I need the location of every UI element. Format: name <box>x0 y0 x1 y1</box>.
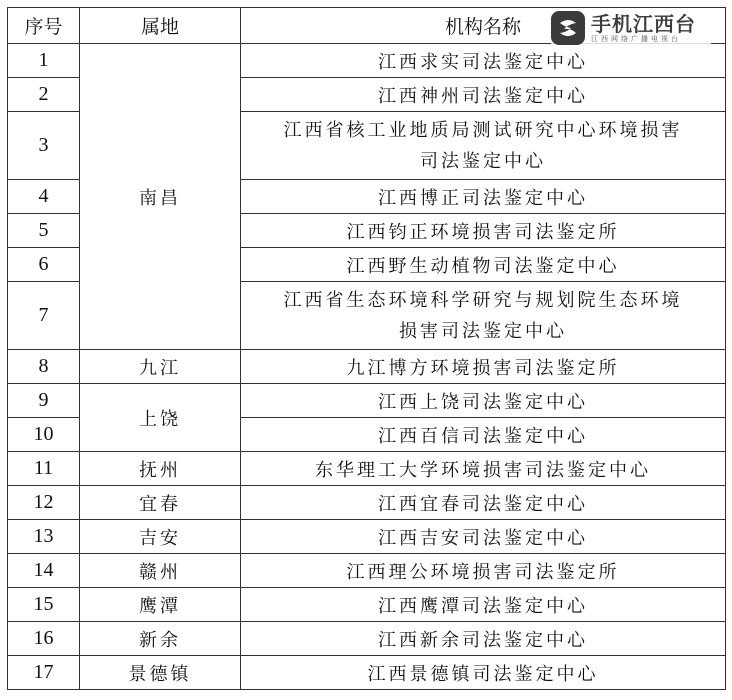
watermark <box>551 10 711 46</box>
institution-table <box>7 7 726 690</box>
jxtv-logo-icon <box>551 11 585 45</box>
header-name: 机构名称 <box>241 8 726 44</box>
row-name: 江西钧正环境损害司法鉴定所 <box>241 214 726 248</box>
table-row <box>8 656 726 690</box>
watermark-sub: 江西网络广播电视台 <box>591 34 681 43</box>
row-name: 江西理公环境损害司法鉴定所 <box>241 554 726 588</box>
table-row <box>8 554 726 588</box>
row-seq: 7 <box>8 282 80 350</box>
row-seq: 8 <box>8 350 80 384</box>
row-name: 江西百信司法鉴定中心 <box>241 418 726 452</box>
row-name: 江西神州司法鉴定中心 <box>241 78 726 112</box>
row-name: 九江博方环境损害司法鉴定所 <box>241 350 726 384</box>
table-row <box>8 44 726 78</box>
row-seq: 3 <box>8 112 80 180</box>
row-name <box>241 282 726 350</box>
row-region: 景德镇 <box>80 656 241 690</box>
row-seq: 2 <box>8 78 80 112</box>
row-name-line2: 损害司法鉴定中心 <box>399 320 567 342</box>
row-name-line2: 司法鉴定中心 <box>420 150 546 172</box>
table-row <box>8 588 726 622</box>
row-name: 江西新余司法鉴定中心 <box>241 622 726 656</box>
row-seq: 16 <box>8 622 80 656</box>
row-name: 江西博正司法鉴定中心 <box>241 180 726 214</box>
row-seq: 15 <box>8 588 80 622</box>
row-seq: 10 <box>8 418 80 452</box>
row-name: 江西鹰潭司法鉴定中心 <box>241 588 726 622</box>
row-region: 吉安 <box>80 520 241 554</box>
row-seq: 4 <box>8 180 80 214</box>
watermark-main: 手机江西台 <box>591 11 696 36</box>
row-name: 江西上饶司法鉴定中心 <box>241 384 726 418</box>
header-region: 属地 <box>80 8 241 44</box>
watermark-text <box>591 13 696 44</box>
row-region: 鹰潭 <box>80 588 241 622</box>
row-region: 上饶 <box>80 384 241 452</box>
table-row <box>8 486 726 520</box>
row-seq: 1 <box>8 44 80 78</box>
row-name: 江西宜春司法鉴定中心 <box>241 486 726 520</box>
table-row <box>8 622 726 656</box>
table-row <box>8 350 726 384</box>
row-seq: 12 <box>8 486 80 520</box>
row-seq: 17 <box>8 656 80 690</box>
row-seq: 5 <box>8 214 80 248</box>
row-region: 宜春 <box>80 486 241 520</box>
row-seq: 14 <box>8 554 80 588</box>
row-seq: 13 <box>8 520 80 554</box>
row-name-line1: 江西省生态环境科学研究与规划院生态环境 <box>283 289 683 311</box>
table-row <box>8 384 726 418</box>
row-name: 东华理工大学环境损害司法鉴定中心 <box>241 452 726 486</box>
row-name: 江西求实司法鉴定中心 <box>241 44 726 78</box>
row-region: 新余 <box>80 622 241 656</box>
row-name: 江西野生动植物司法鉴定中心 <box>241 248 726 282</box>
row-name: 江西景德镇司法鉴定中心 <box>241 656 726 690</box>
table-row <box>8 452 726 486</box>
row-region: 赣州 <box>80 554 241 588</box>
row-region: 南昌 <box>80 44 241 350</box>
header-seq: 序号 <box>8 8 80 44</box>
table-row <box>8 520 726 554</box>
row-name-line1: 江西省核工业地质局测试研究中心环境损害 <box>283 119 683 141</box>
row-region: 抚州 <box>80 452 241 486</box>
row-name: 江西吉安司法鉴定中心 <box>241 520 726 554</box>
row-region: 九江 <box>80 350 241 384</box>
row-name <box>241 112 726 180</box>
row-seq: 9 <box>8 384 80 418</box>
row-seq: 6 <box>8 248 80 282</box>
row-seq: 11 <box>8 452 80 486</box>
